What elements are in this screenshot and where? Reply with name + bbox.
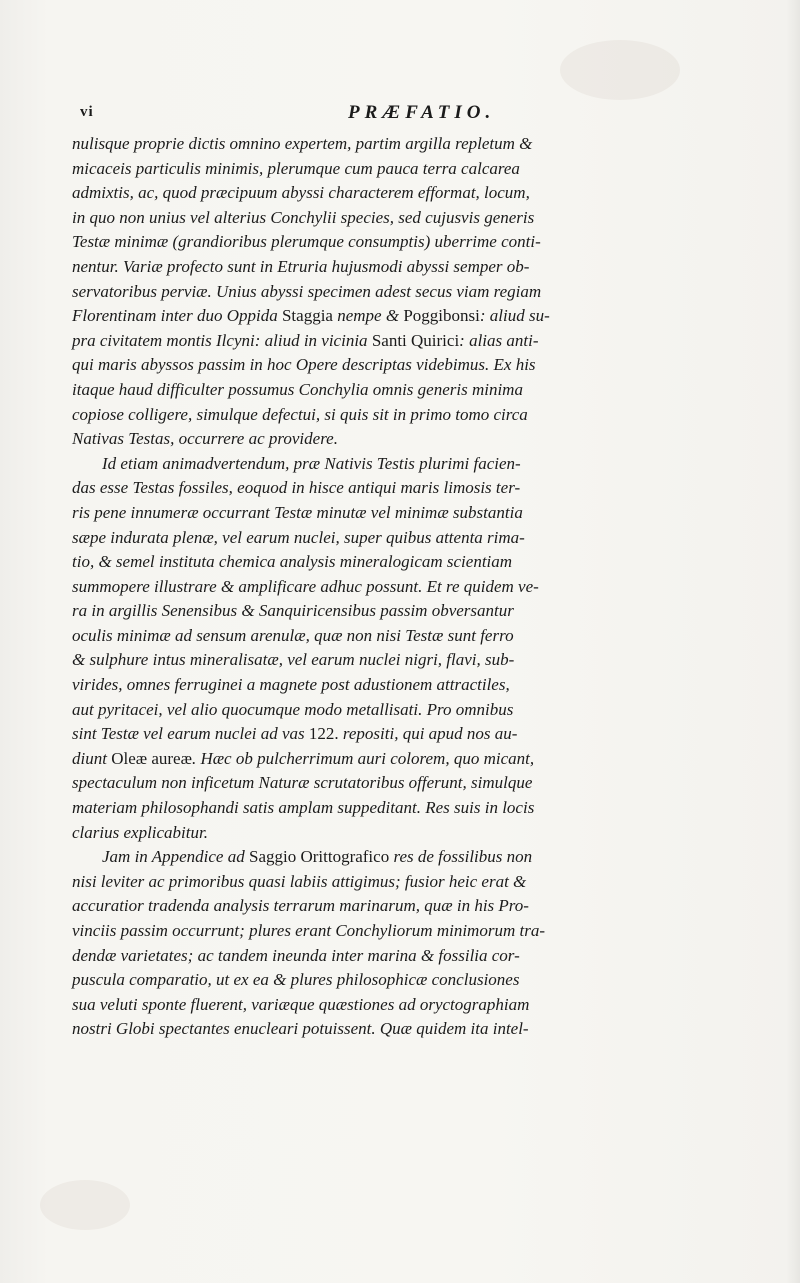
text-line xyxy=(72,452,772,477)
text-line xyxy=(72,206,772,231)
italic-text: res de fossilibus non xyxy=(389,847,533,867)
paper-stain xyxy=(560,40,680,100)
italic-text: Testæ minimæ (grandioribus plerumque consumptis) uberrime conti- xyxy=(72,232,541,252)
upright-text: Staggia xyxy=(281,306,333,326)
italic-text: nentur. Variæ profecto sunt in Etruria hujusmodi abyssi semper ob- xyxy=(72,256,530,276)
italic-text: sint Testæ vel earum nuclei ad vas xyxy=(72,724,309,744)
italic-text: Jam in Appendice ad xyxy=(102,847,249,867)
text-line xyxy=(72,1017,772,1042)
text-line xyxy=(72,255,772,280)
text-line xyxy=(72,157,772,182)
running-title: PRÆFATIO. xyxy=(348,102,496,123)
text-line xyxy=(72,304,772,329)
text-line xyxy=(72,624,772,649)
page-number: vi xyxy=(80,104,94,120)
italic-text: Florentinam inter duo Oppida xyxy=(72,306,282,326)
text-line xyxy=(72,771,772,796)
text-line xyxy=(72,403,772,428)
upright-text: Santi Quirici xyxy=(371,330,460,350)
italic-text: oculis minimæ ad sensum arenulæ, quæ non nisi Testæ sunt ferro xyxy=(72,625,514,645)
italic-text: : alias anti- xyxy=(459,330,539,350)
text-line xyxy=(72,550,772,575)
page-edge-shadow xyxy=(786,0,800,1283)
italic-text: accuratior tradenda analysis terrarum marinarum, quæ in his Pro- xyxy=(72,896,529,916)
text-line xyxy=(72,919,772,944)
upright-text: Poggibonsi xyxy=(403,306,480,326)
italic-text: sua veluti sponte fluerent, variæque quæstiones ad oryctographiam xyxy=(72,994,530,1014)
text-line xyxy=(72,476,772,501)
italic-text: clarius explicabitur. xyxy=(72,822,208,842)
text-line xyxy=(72,796,772,821)
text-line xyxy=(72,575,772,600)
text-line xyxy=(72,526,772,551)
italic-text: : aliud su- xyxy=(479,306,550,326)
page-header xyxy=(80,102,780,132)
italic-text: Id etiam animadvertendum, præ Nativis Testis plurimi facien- xyxy=(102,453,521,473)
text-line xyxy=(72,845,772,870)
text-line xyxy=(72,722,772,747)
italic-text: nisi leviter ac primoribus quasi labiis attigimus; fusior heic erat & xyxy=(72,871,527,891)
text-line xyxy=(72,353,772,378)
text-line xyxy=(72,427,772,452)
text-line xyxy=(72,329,772,354)
italic-text: diunt xyxy=(72,748,112,768)
italic-text: puscula comparatio, ut ex ea & plures philosophicæ conclusiones xyxy=(72,970,520,990)
text-line xyxy=(72,673,772,698)
italic-text: itaque haud difficulter possumus Conchylia omnis generis minima xyxy=(72,379,523,399)
text-line xyxy=(72,599,772,624)
italic-text: tio, & semel instituta chemica analysis mineralogicam scientiam xyxy=(72,552,513,572)
text-line xyxy=(72,648,772,673)
italic-text: servatoribus perviæ. Unius abyssi specimen adest secus viam regiam xyxy=(72,281,542,301)
text-line xyxy=(72,747,772,772)
text-line xyxy=(72,378,772,403)
italic-text: materiam philosophandi satis amplam suppeditant. Res suis in locis xyxy=(72,798,535,818)
italic-text: . Hæc ob pulcherrimum auri colorem, quo micant, xyxy=(191,748,535,768)
italic-text: aut pyritacei, vel alio quocumque modo metallisati. Pro omnibus xyxy=(72,699,514,719)
italic-text: spectaculum non inficetum Naturæ scrutatoribus offerunt, simulque xyxy=(72,773,533,793)
italic-text: ris pene innumeræ occurrant Testæ minutæ vel minimæ substantia xyxy=(72,502,523,522)
italic-text: Nativas Testas, occurrere ac providere. xyxy=(72,429,338,449)
italic-text: nempe & xyxy=(332,306,404,326)
italic-text: pra civitatem montis Ilcyni: aliud in vicinia xyxy=(72,330,372,350)
italic-text: ra in argillis Senensibus & Sanquiricensibus passim obversantur xyxy=(72,601,514,621)
text-line xyxy=(72,993,772,1018)
text-line xyxy=(72,181,772,206)
text-line xyxy=(72,894,772,919)
italic-text: micaceis particulis minimis, plerumque cum pauca terra calcarea xyxy=(72,158,520,178)
paper-stain xyxy=(40,1180,130,1230)
italic-text: repositi, qui apud nos au- xyxy=(338,724,518,744)
italic-text: admixtis, ac, quod præcipuum abyssi characterem efformat, locum, xyxy=(72,183,530,203)
text-line xyxy=(72,968,772,993)
italic-text: nostri Globi spectantes enucleari potuissent. Quæ quidem ita intel- xyxy=(72,1019,529,1039)
italic-text: in quo non unius vel alterius Conchylii species, sed cujusvis generis xyxy=(72,207,535,227)
italic-text: summopere illustrare & amplificare adhuc possunt. Et re quidem ve- xyxy=(72,576,539,596)
text-line xyxy=(72,501,772,526)
text-line xyxy=(72,944,772,969)
upright-text: Oleæ aureæ xyxy=(111,748,192,768)
italic-text: dendæ varietates; ac tandem ineunda inter marina & fossilia cor- xyxy=(72,945,520,965)
italic-text: sæpe indurata plenæ, vel earum nuclei, super quibus attenta rima- xyxy=(72,527,525,547)
italic-text: qui maris abyssos passim in hoc Opere descriptas videbimus. Ex his xyxy=(72,355,536,375)
italic-text: copiose colligere, simulque defectui, si quis sit in primo tomo circa xyxy=(72,404,528,424)
italic-text: vinciis passim occurrunt; plures erant Conchyliorum minimorum tra- xyxy=(72,921,545,940)
text-line xyxy=(72,280,772,305)
upright-text: 122. xyxy=(308,724,339,744)
text-line xyxy=(72,698,772,723)
body-text xyxy=(72,132,772,1042)
italic-text: das esse Testas fossiles, eoquod in hisce antiqui maris limosis ter- xyxy=(72,478,521,498)
italic-text: nulisque proprie dictis omnino expertem, partim argilla repletum & xyxy=(72,134,533,153)
text-line xyxy=(72,870,772,895)
text-line xyxy=(72,230,772,255)
text-line xyxy=(72,821,772,846)
italic-text: virides, omnes ferruginei a magnete post adustionem attractiles, xyxy=(72,675,510,695)
upright-text: Saggio Orittografico xyxy=(248,847,390,867)
italic-text: & sulphure intus mineralisatæ, vel earum nuclei nigri, flavi, sub- xyxy=(72,650,515,670)
text-line xyxy=(72,132,772,157)
